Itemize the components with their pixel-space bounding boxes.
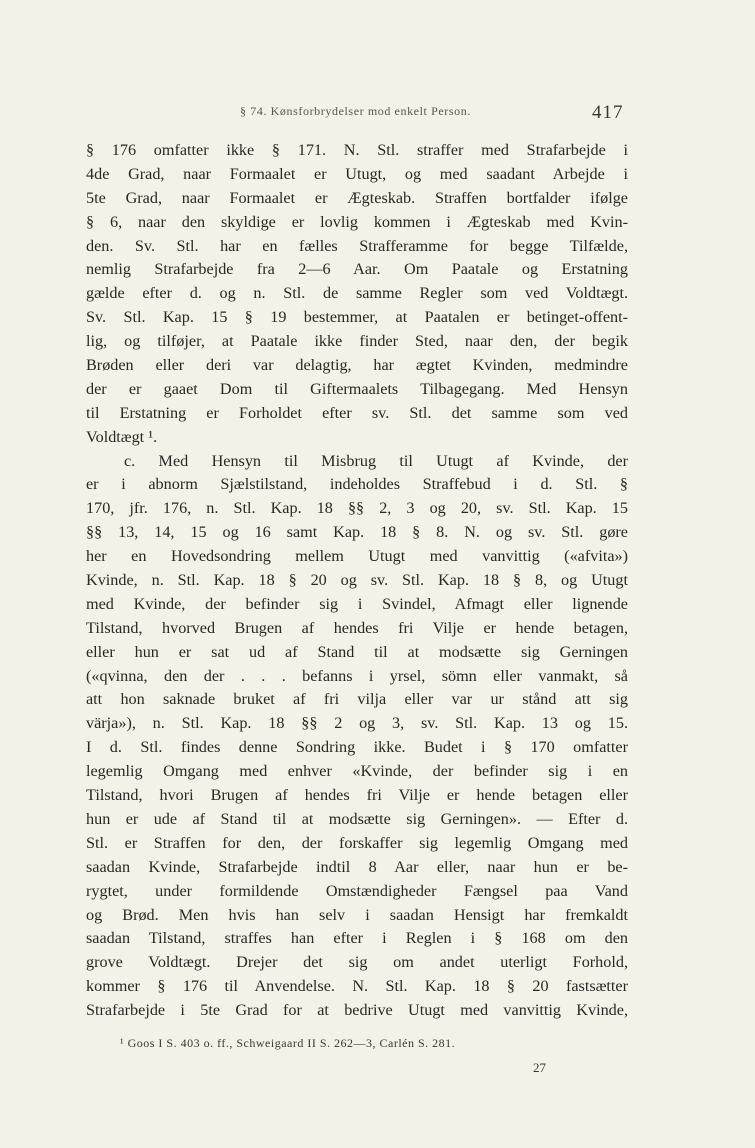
text-line: 170, jfr. 176, n. Stl. Kap. 18 §§ 2, 3 og 20, sv. Stl. Kap. 15 <box>86 499 628 518</box>
footnote: ¹ Goos I S. 403 o. ff., Schweigaard II S. 262—3, Carlén S. 281. <box>120 1036 456 1050</box>
text-line: er i abnorm Sjælstilstand, indeholdes Straffebud i d. Stl. § <box>86 475 628 494</box>
signature-mark: 27 <box>533 1060 546 1075</box>
text-line: eller hun er sat ud af Stand til at modsætte sig Gerningen <box>86 642 628 661</box>
text-line: med Kvinde, der befinder sig i Svindel, Afmagt eller lignende <box>86 594 628 613</box>
text-line: c. Med Hensyn til Misbrug til Utugt af Kvinde, der <box>124 451 628 470</box>
text-line: att hon saknade bruket af fri vilja eller var ur stånd att sig <box>86 690 628 709</box>
body-text <box>86 139 628 1023</box>
text-line: Voldtægt ¹. <box>86 427 158 446</box>
text-line: 4de Grad, naar Formaalet er Utugt, og med saadant Arbejde i <box>86 164 628 183</box>
text-line: grove Voldtægt. Drejer det sig om andet uterligt Forhold, <box>86 953 628 972</box>
text-line: legemlig Omgang med enhver «Kvinde, der befinder sig i en <box>86 762 628 781</box>
text-line: § 6, naar den skyldige er lovlig kommen i Ægteskab med Kvin- <box>86 212 628 231</box>
text-line: her en Hovedsondring mellem Utugt med vanvittig («afvita») <box>86 547 628 566</box>
text-line: Tilstand, hvori Brugen af hendes fri Vilje er hende betagen eller <box>86 786 628 805</box>
text-line: Brøden eller deri var delagtig, har ægtet Kvinden, medmindre <box>86 356 628 375</box>
text-line: lig, og tilføjer, at Paatale ikke finder Sted, naar den, der begik <box>86 332 628 351</box>
text-line: der er gaaet Dom til Giftermaalets Tilbagegang. Med Hensyn <box>86 379 628 398</box>
text-line: § 176 omfatter ikke § 171. N. Stl. straffer med Strafarbejde i <box>86 141 628 159</box>
text-line: gælde efter d. og n. Stl. de samme Regler som ved Voldtægt. <box>86 284 628 303</box>
text-line: hun er ude af Stand til at modsætte sig Gerningen». — Efter d. <box>86 809 628 828</box>
text-line: («qvinna, den der . . . befanns i yrsel, sömn eller vanmakt, så <box>86 666 628 685</box>
text-line: nemlig Strafarbejde fra 2—6 Aar. Om Paatale og Erstatning <box>86 260 628 279</box>
text-line: den. Sv. Stl. har en fælles Strafferamme for begge Tilfælde, <box>86 236 628 255</box>
text-line: saadan Tilstand, straffes han efter i Reglen i § 168 om den <box>86 929 628 948</box>
text-line: og Brød. Men hvis han selv i saadan Hensigt har fremkaldt <box>86 905 628 924</box>
text-line: Kvinde, n. Stl. Kap. 18 § 20 og sv. Stl. Kap. 18 § 8, og Utugt <box>86 571 628 590</box>
text-line: rygtet, under formildende Omstændigheder Fængsel paa Vand <box>86 881 628 900</box>
text-line: kommer § 176 til Anvendelse. N. Stl. Kap. 18 § 20 fastsætter <box>86 977 628 996</box>
text-line: Tilstand, hvorved Brugen af hendes fri Vilje er hende betagen, <box>86 618 628 637</box>
text-line: til Erstatning er Forholdet efter sv. Stl. det samme som ved <box>86 403 628 422</box>
text-line: Stl. er Straffen for den, der forskaffer sig legemlig Omgang med <box>86 833 628 852</box>
text-line: Sv. Stl. Kap. 15 § 19 bestemmer, at Paatalen er betinget-offent- <box>86 308 628 327</box>
running-header: § 74. Kønsforbrydelser mod enkelt Person. <box>240 104 471 118</box>
text-line: §§ 13, 14, 15 og 16 samt Kap. 18 § 8. N. og sv. Stl. gøre <box>86 523 628 542</box>
text-line: saadan Kvinde, Strafarbejde indtil 8 Aar eller, naar hun er be- <box>86 857 628 876</box>
text-line: värja»), n. Stl. Kap. 18 §§ 2 og 3, sv. Stl. Kap. 13 og 15. <box>86 714 628 733</box>
page-number: 417 <box>592 102 624 123</box>
text-line: 5te Grad, naar Formaalet er Ægteskab. Straffen bortfalder ifølge <box>86 188 628 207</box>
text-line: Strafarbejde i 5te Grad for at bedrive Utugt med vanvittig Kvinde, <box>86 1001 628 1020</box>
text-line: I d. Stl. findes denne Sondring ikke. Budet i § 170 omfatter <box>86 738 628 757</box>
